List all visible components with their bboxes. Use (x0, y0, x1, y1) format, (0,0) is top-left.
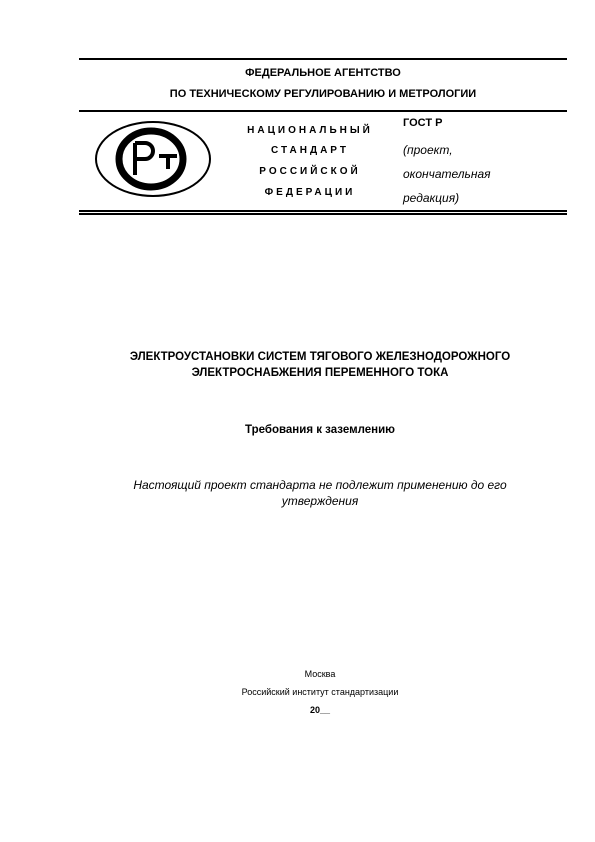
imprint-year: 20__ (309, 705, 331, 715)
draft-notice-line-1: Настоящий проект стандарта не подлежит применению до его (133, 478, 507, 492)
document-title-line-1: ЭЛЕКТРОУСТАНОВКИ СИСТЕМ ТЯГОВОГО ЖЕЛЕЗНОДОРОЖНОГО (129, 351, 511, 363)
document-title-line-2: ЭЛЕКТРОСНАБЖЕНИЯ ПЕРЕМЕННОГО ТОКА (191, 367, 449, 379)
upper-block-rule (79, 110, 567, 112)
gost-status-line-1: (проект, (403, 143, 453, 157)
agency-line-1: ФЕДЕРАЛЬНОЕ АГЕНТСТВО (245, 67, 401, 79)
standard-line-1: НАЦИОНАЛЬНЫЙ (247, 125, 373, 136)
imprint-publisher: Российский институт стандартизации (241, 687, 399, 697)
top-rule (79, 58, 567, 60)
lower-block-rule (79, 213, 567, 215)
agency-line-2: ПО ТЕХНИЧЕСКОМУ РЕГУЛИРОВАНИЮ И МЕТРОЛОГИИ (169, 88, 477, 100)
gost-code: ГОСТ Р (403, 117, 443, 129)
gost-status-line-3: редакция) (403, 191, 460, 205)
gost-status-line-2: окончательная (403, 167, 491, 181)
document-subtitle: Требования к заземлению (245, 424, 395, 436)
rst-logo-icon (93, 119, 213, 199)
draft-notice (60, 477, 580, 509)
lower-block-rule-thin (79, 210, 567, 212)
imprint-city: Москва (304, 669, 336, 679)
standard-line-3: РОССИЙСКОЙ (259, 166, 361, 177)
standard-line-4: ФЕДЕРАЦИИ (264, 187, 356, 198)
draft-notice-line-2: утверждения (281, 494, 359, 508)
standard-line-2: СТАНДАРТ (271, 145, 349, 156)
